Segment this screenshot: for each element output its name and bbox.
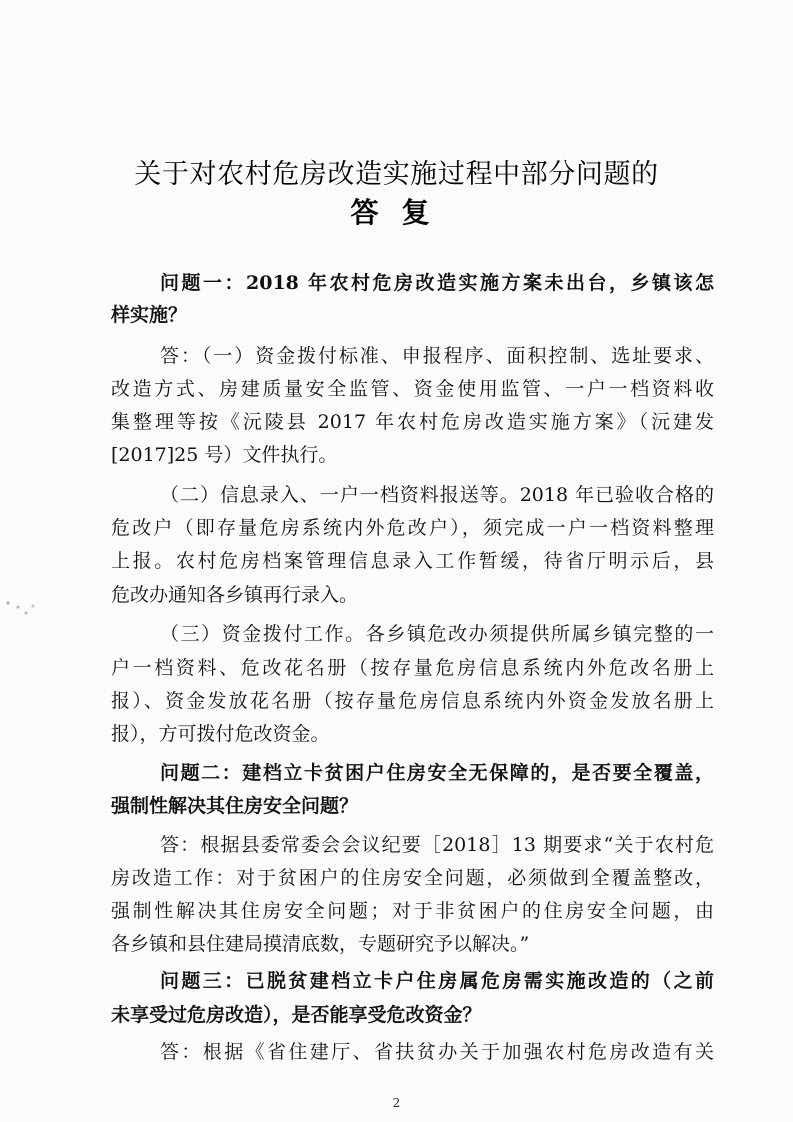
document-title-line-2: 答复: [350, 196, 453, 229]
answer-1-para-1-line-3: 集整理等按《沅陵县 2017 年农村危房改造实施方案》（沅建发: [111, 411, 714, 433]
answer-1-para-2-line-2: 危改户（即存量危房系统内外危改户），须完成一户一档资料整理: [111, 517, 714, 539]
document-title-line-1: 关于对农村危房改造实施过程中部分问题的: [134, 159, 659, 190]
answer-1-para-1-line-1: 答：（一）资金拨付标准、申报程序、面积控制、选址要求、: [160, 345, 714, 367]
answer-1-para-2-line-4: 危改办通知各乡镇再行录入。: [111, 584, 359, 606]
answer-2-line-4: 各乡镇和县住建局摸清底数，专题研究予以解决。”: [111, 933, 530, 955]
answer-2-line-3: 强制性解决其住房安全问题；对于非贫困户的住房安全问题，由: [111, 900, 714, 922]
answer-1-para-3-line-1: （三）资金拨付工作。各乡镇危改办须提供所属乡镇完整的一: [160, 623, 714, 645]
question-3-line-2: 未享受过危房改造），是否能享受危改资金？: [111, 1004, 482, 1026]
answer-2-line-1: 答：根据县委常委会会议纪要［2018］13 期要求“关于农村危: [160, 834, 714, 856]
page-number: 2: [392, 1096, 401, 1110]
answer-1-para-1-line-2: 改造方式、房建质量安全监管、资金使用监管、一户一档资料收: [111, 378, 714, 400]
question-1-line-1: 问题一：2018 年农村危房改造实施方案未出台，乡镇该怎: [160, 272, 714, 294]
question-3-line-1: 问题三：已脱贫建档立卡户住房属危房需实施改造的（之前: [160, 970, 714, 992]
answer-1-para-3-line-3: 报）、资金发放花名册（按存量危房信息系统内外资金发放名册上: [111, 690, 714, 712]
question-1-line-2: 样实施？: [111, 304, 188, 326]
answer-1-para-2-line-1: （二）信息录入、一户一档资料报送等。2018 年已验收合格的: [160, 484, 714, 506]
answer-1-para-1-line-4: [2017]25 号）文件执行。: [111, 444, 338, 466]
answer-1-para-2-line-3: 上报。农村危房档案管理信息录入工作暂缓，待省厅明示后，县: [111, 550, 714, 572]
answer-1-para-3-line-2: 户一档资料、危改花名册（按存量危房信息系统内外危改名册上: [111, 657, 714, 679]
answer-2-line-2: 房改造工作：对于贫困户的住房安全问题，必须做到全覆盖整改，: [111, 867, 714, 889]
question-2-line-2: 强制性解决其住房安全问题？: [111, 795, 359, 817]
answer-1-para-3-line-4: 报），方可拨付危改资金。: [111, 723, 330, 745]
scan-speckle-mark: [0, 595, 40, 625]
answer-3-line-1: 答：根据《省住建厅、省扶贫办关于加强农村危房改造有关: [160, 1041, 714, 1063]
question-2-line-1: 问题二：建档立卡贫困户住房安全无保障的，是否要全覆盖，: [160, 762, 714, 784]
